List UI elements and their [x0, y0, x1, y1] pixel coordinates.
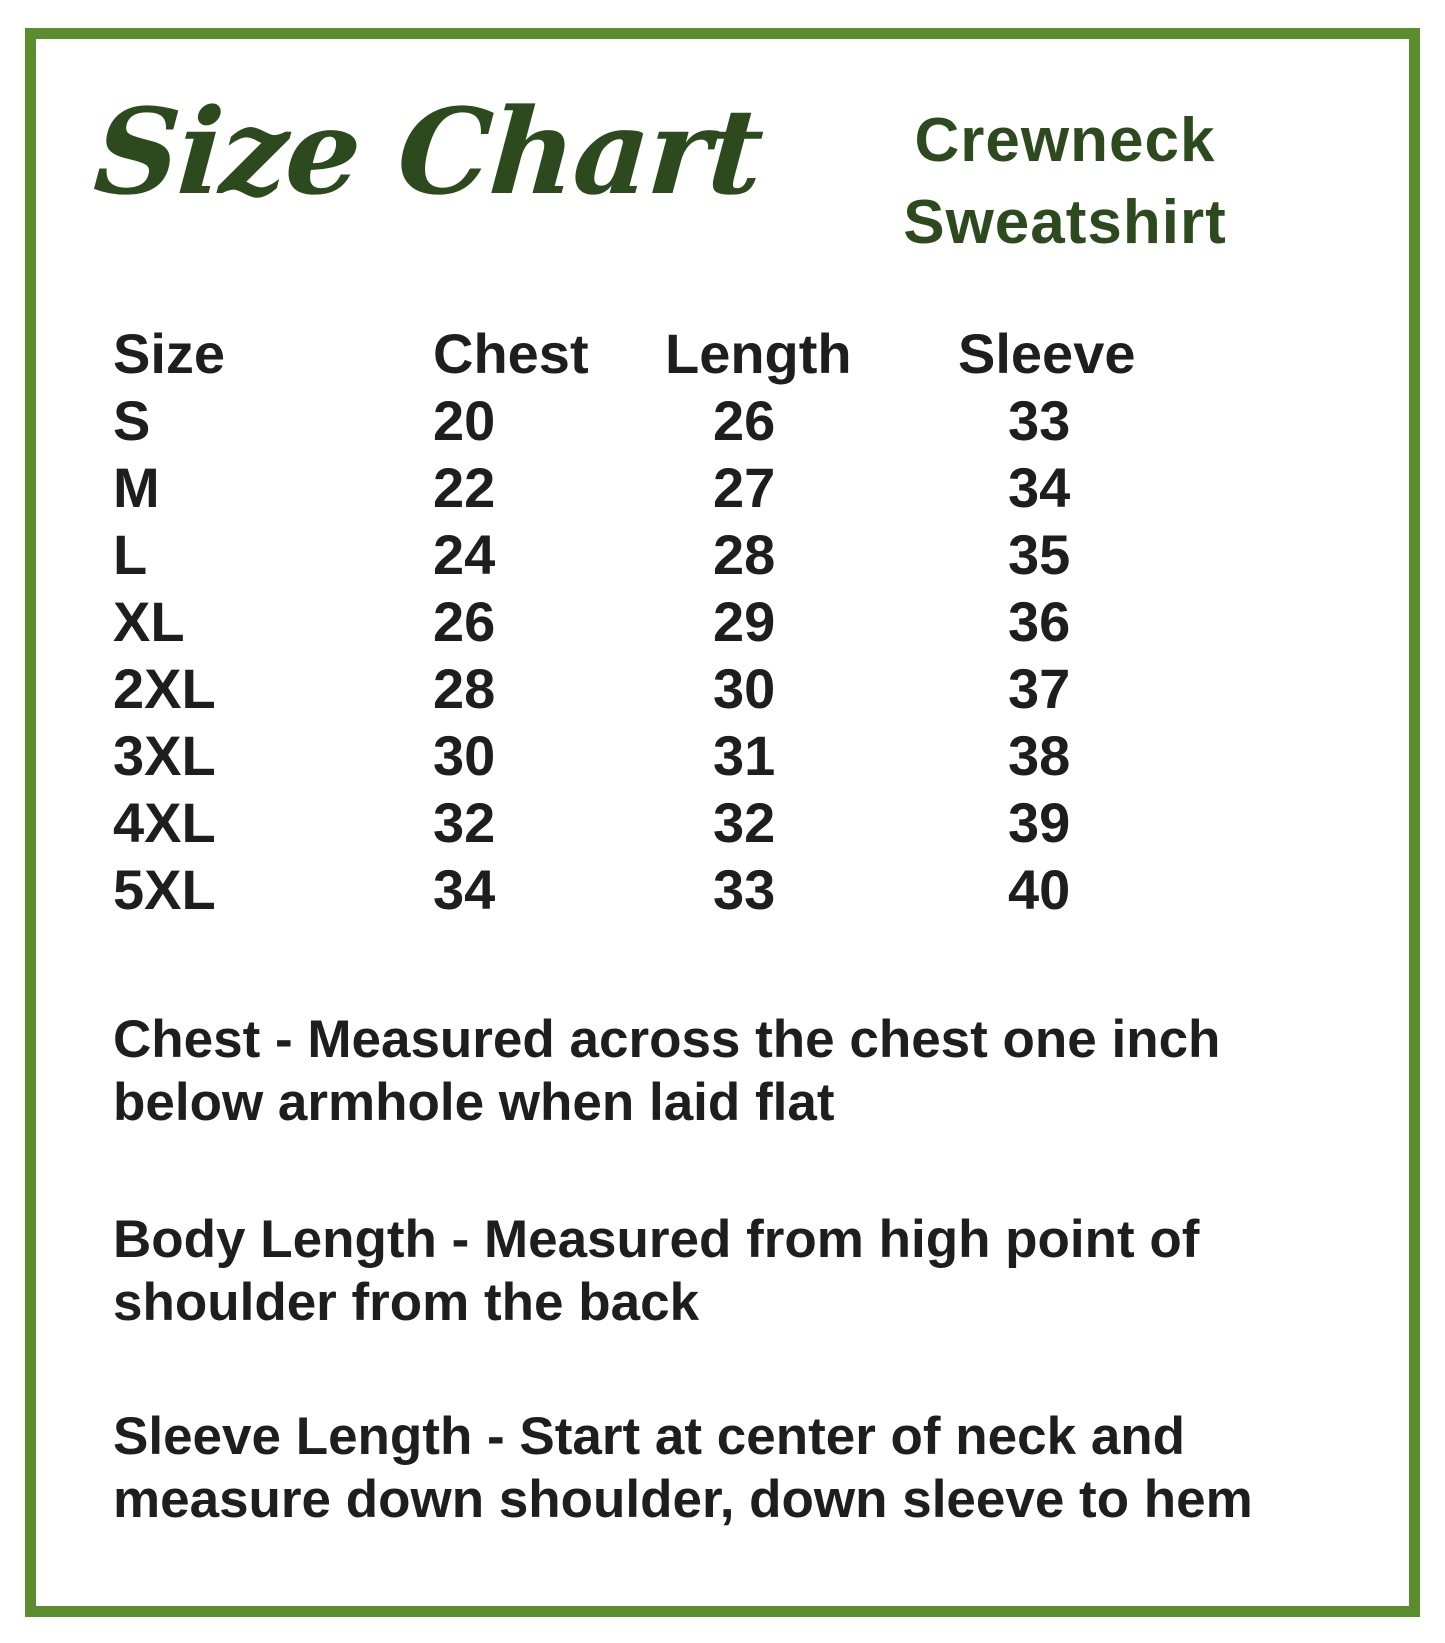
chest-cell: 26 [433, 590, 496, 653]
sleeve-cell: 40 [1008, 858, 1071, 921]
chest-cell: 32 [433, 791, 496, 854]
length-cell: 27 [713, 456, 776, 519]
sleeve-length-note [113, 1405, 1253, 1531]
sleeve-length-note-line2: measure down shoulder, down sleeve to hem [113, 1470, 1253, 1529]
column-header-size: Size [113, 322, 226, 385]
table-row [113, 387, 1263, 454]
body-length-note-line2: shoulder from the back [113, 1273, 700, 1332]
sleeve-cell: 36 [1008, 590, 1071, 653]
length-cell: 28 [713, 523, 776, 586]
chest-note-line2: below armhole when laid flat [113, 1073, 835, 1132]
chest-note-line1: Chest - Measured across the chest one inch [113, 1010, 1221, 1069]
product-name-line2: Sweatshirt [903, 188, 1227, 257]
column-header-length: Length [665, 322, 852, 385]
sleeve-cell: 37 [1008, 657, 1071, 720]
chest-cell: 20 [433, 389, 496, 452]
sleeve-cell: 35 [1008, 523, 1071, 586]
table-row [113, 521, 1263, 588]
size-cell: 2XL [113, 657, 216, 720]
chest-cell: 34 [433, 858, 496, 921]
product-name-line1: Crewneck [914, 106, 1216, 175]
size-cell: 4XL [113, 791, 216, 854]
length-cell: 26 [713, 389, 776, 452]
size-cell: 5XL [113, 858, 216, 921]
body-length-note-line1: Body Length - Measured from high point of [113, 1210, 1200, 1269]
table-row [113, 722, 1263, 789]
size-table [113, 320, 1263, 923]
chest-cell: 24 [433, 523, 496, 586]
table-row [113, 588, 1263, 655]
product-name [820, 100, 1310, 264]
size-cell: M [113, 456, 160, 519]
size-cell: XL [113, 590, 185, 653]
chest-cell: 22 [433, 456, 496, 519]
table-header-row [113, 320, 1263, 387]
table-row [113, 856, 1263, 923]
chest-note [113, 1008, 1220, 1134]
size-cell: 3XL [113, 724, 216, 787]
length-cell: 31 [713, 724, 776, 787]
sleeve-length-note-line1: Sleeve Length - Start at center of neck and [113, 1407, 1186, 1466]
length-cell: 32 [713, 791, 776, 854]
sleeve-cell: 33 [1008, 389, 1071, 452]
chest-cell: 30 [433, 724, 496, 787]
length-cell: 33 [713, 858, 776, 921]
page-title: Size Chart [90, 82, 766, 221]
chest-cell: 28 [433, 657, 496, 720]
size-cell: L [113, 523, 148, 586]
sleeve-cell: 34 [1008, 456, 1071, 519]
column-header-chest: Chest [433, 322, 589, 385]
table-row [113, 789, 1263, 856]
sleeve-cell: 39 [1008, 791, 1071, 854]
table-row [113, 454, 1263, 521]
body-length-note [113, 1208, 1199, 1334]
size-cell: S [113, 389, 151, 452]
column-header-sleeve: Sleeve [958, 322, 1136, 385]
length-cell: 30 [713, 657, 776, 720]
sleeve-cell: 38 [1008, 724, 1071, 787]
table-row [113, 655, 1263, 722]
length-cell: 29 [713, 590, 776, 653]
